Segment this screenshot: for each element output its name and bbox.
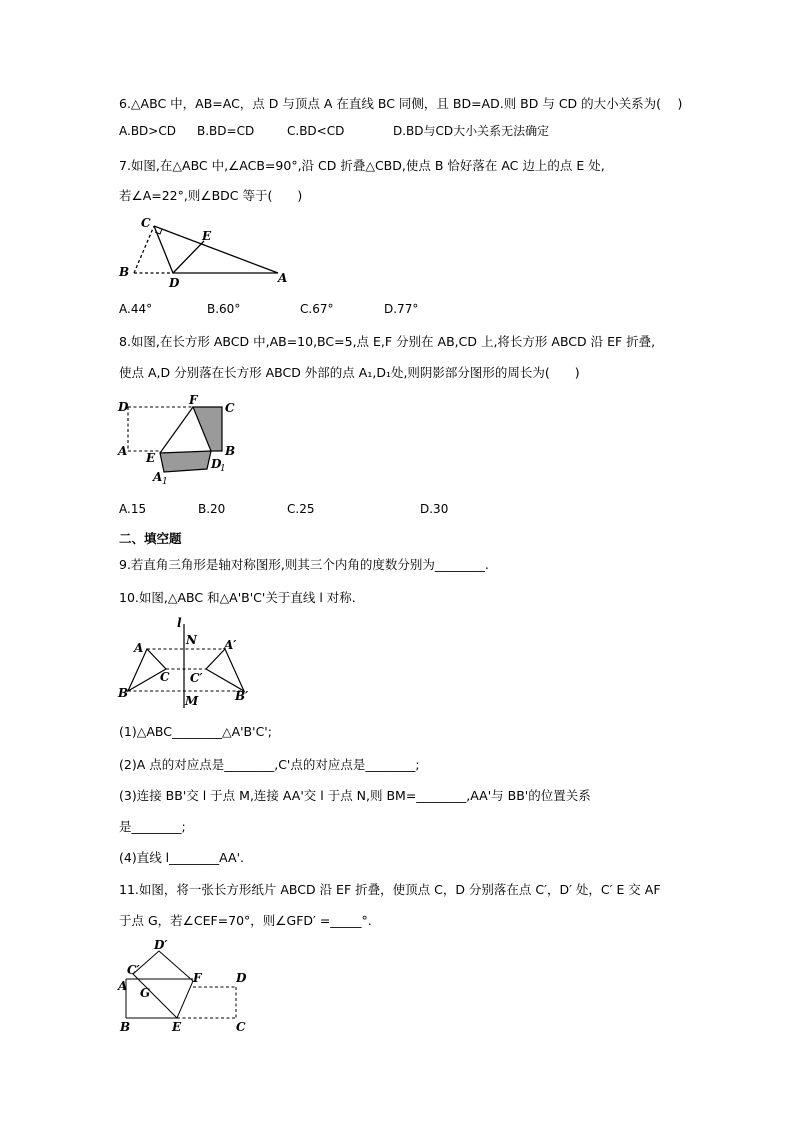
q8-label-a: A <box>118 444 128 458</box>
q10-label-c-prime: C′ <box>190 671 203 685</box>
q10-label-a-prime: A′ <box>224 638 237 652</box>
q11-label-a: A <box>118 979 128 993</box>
q10-part-3: (3)连接 BB'交 l 于点 M,连接 AA'交 l 于点 N,则 BM=________,AA'与 BB'的位置关系 <box>119 788 591 803</box>
q10-figure <box>116 616 266 710</box>
q8-label-f: F <box>189 393 198 407</box>
q7-option-d: D.77° <box>384 302 419 316</box>
section-heading: 二、填空题 <box>119 531 182 546</box>
q11-label-g: G <box>140 986 151 1000</box>
q7-option-a: A.44° <box>119 302 153 316</box>
q10-label-a: A <box>134 641 144 655</box>
q8-option-a: A.15 <box>119 502 147 516</box>
q7-label-c: C <box>141 216 151 230</box>
q7-label-b: B <box>119 265 130 279</box>
q10-stem: 10.如图,△ABC 和△A'B'C'关于直线 l 对称. <box>119 590 356 605</box>
q8-label-d: D <box>118 400 129 414</box>
q6-option-a: A.BD>CD <box>119 124 176 138</box>
q6-option-b: B.BD=CD <box>197 124 255 138</box>
q8-label-d1: D <box>211 457 222 471</box>
q8-label-c: C <box>225 401 235 415</box>
q11-label-b: B <box>120 1020 131 1034</box>
q7-stem: 7.如图,在△ABC 中,∠ACB=90°,沿 CD 折叠△CBD,使点 B 恰好落在 AC 边上的点 E 处, <box>119 158 605 173</box>
q10-part-2: (2)A 点的对应点是________,C'点的对应点是________; <box>119 757 420 772</box>
q11-stem: 11.如图，将一张长方形纸片 ABCD 沿 EF 折叠，使顶点 C，D 分别落在点 C′，D′ 处，C′ E 交 AF <box>119 882 661 897</box>
q10-label-l: l <box>177 616 182 630</box>
q7-stem-2: 若∠A=22°,则∠BDC 等于( ) <box>119 188 303 203</box>
q10-label-m: M <box>185 694 199 708</box>
q10-label-c: C <box>160 670 170 684</box>
q11-stem-2: 于点 G，若∠CEF=70°，则∠GFD′ =_____°. <box>119 913 372 928</box>
q8-label-d1-sub: 1 <box>220 464 226 474</box>
q8-label-e: E <box>146 451 156 465</box>
q8-stem: 8.如图,在长方形 ABCD 中,AB=10,BC=5,点 E,F 分别在 AB,CD 上,将长方形 ABCD 沿 EF 折叠, <box>119 334 656 349</box>
q10-label-b: B <box>118 686 129 700</box>
q10-part-1: (1)△ABC________△A'B'C'; <box>119 724 272 739</box>
q7-label-e: E <box>202 229 212 243</box>
q8-option-c: C.25 <box>287 502 315 516</box>
q9-stem: 9.若直角三角形是轴对称图形,则其三个内角的度数分别为________. <box>119 557 489 572</box>
q11-label-c-prime: C′ <box>127 963 140 977</box>
q10-label-b-prime: B′ <box>235 689 249 703</box>
q7-label-d: D <box>169 276 180 290</box>
q11-figure <box>114 938 252 1034</box>
q8-label-a1: A <box>153 470 163 484</box>
q7-label-a: A <box>278 271 288 285</box>
q11-label-d: D <box>236 971 247 985</box>
q6-stem: 6.△ABC 中，AB=AC，点 D 与顶点 A 在直线 BC 同侧，且 BD=AD.则 BD 与 CD 的大小关系为( ) <box>119 96 683 111</box>
q11-label-e: E <box>172 1020 182 1034</box>
q8-label-a1-sub: 1 <box>162 477 168 485</box>
q8-option-d: D.30 <box>420 502 449 516</box>
q11-label-d-prime: D′ <box>154 938 168 952</box>
q10-part-4: (4)直线 l________AA'. <box>119 850 245 865</box>
q10-part-3-cont: 是________; <box>119 819 186 834</box>
q7-figure <box>110 212 300 290</box>
q11-label-c: C <box>236 1020 246 1034</box>
q8-label-b: B <box>225 444 236 458</box>
q7-option-c: C.67° <box>300 302 334 316</box>
q6-option-c: C.BD<CD <box>287 124 345 138</box>
q10-label-n: N <box>186 633 197 647</box>
q11-label-f: F <box>193 971 202 985</box>
q7-option-b: B.60° <box>207 302 241 316</box>
q8-figure <box>112 393 247 485</box>
q8-stem-2: 使点 A,D 分别落在长方形 ABCD 外部的点 A₁,D₁处,则阴影部分图形的周长为( ) <box>119 365 580 380</box>
q8-option-b: B.20 <box>198 502 226 516</box>
q6-option-d: D.BD与CD大小关系无法确定 <box>393 124 550 138</box>
